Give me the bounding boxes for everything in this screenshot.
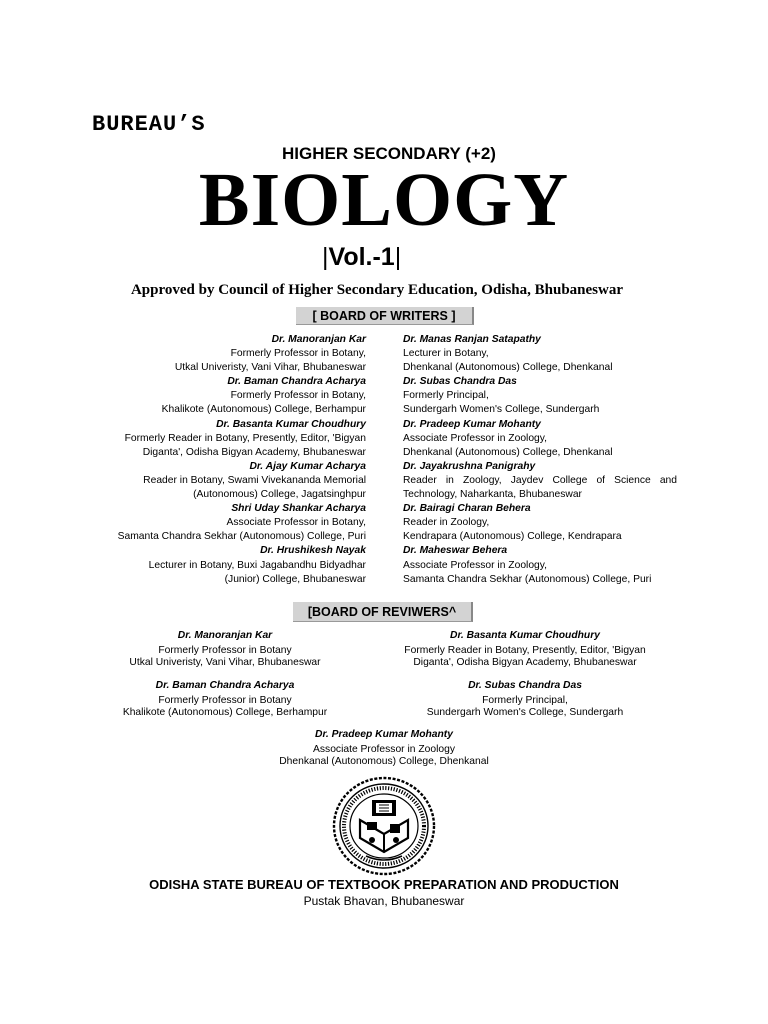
board-of-writers-heading: [ BOARD OF WRITERS ] <box>296 307 474 325</box>
reviewer-entry <box>100 680 350 720</box>
reviewer-detail: Sundergarh Women's College, Sundergarh <box>426 707 624 718</box>
writer-name: Dr. Bairagi Charan Behera <box>403 503 531 515</box>
writer-detail: Dhenkanal (Autonomous) College, Dhenkanal <box>403 362 613 374</box>
reviewer-name: Dr. Manoranjan Kar <box>177 630 273 641</box>
reviewer-detail: Formerly Professor in Botany <box>158 644 292 656</box>
subject-title: BIOLOGY <box>198 158 570 242</box>
writer-detail: Kendrapara (Autonomous) College, Kendrapara <box>403 531 622 543</box>
writer-name: Dr. Maheswar Behera <box>403 545 508 557</box>
writer-detail: Sundergarh Women's College, Sundergarh <box>403 404 600 416</box>
reviewer-entry <box>100 630 350 670</box>
writer-entry <box>86 375 366 417</box>
seal-emblem-icon <box>332 776 436 876</box>
writer-detail: Associate Professor in Botany, <box>226 517 366 529</box>
publisher-short-title: BUREAU’S <box>92 112 206 137</box>
reviewer-detail: Utkal Univeristy, Vani Vihar, Bhubaneswar <box>129 657 321 668</box>
writer-detail: Formerly Reader in Botany, Presently, Editor, 'Bigyan <box>124 432 366 444</box>
writer-detail: Reader in Botany, Swami Vivekananda Memorial <box>143 474 366 486</box>
writer-name: Dr. Pradeep Kumar Mohanty <box>403 418 541 430</box>
writer-detail: Reader in Zoology, <box>403 517 490 529</box>
reviewer-detail: Khalikote (Autonomous) College, Berhampur <box>122 707 328 718</box>
writer-entry <box>403 544 677 586</box>
writer-entry <box>403 375 677 417</box>
writer-entry <box>86 333 366 375</box>
reviewer-entry <box>234 729 534 769</box>
approval-line: Approved by Council of Higher Secondary Education, Odisha, Bhubaneswar <box>130 282 624 298</box>
writer-entry <box>86 544 366 586</box>
writer-detail: Technology, Naharkanta, Bhubaneswar <box>403 489 582 501</box>
writer-detail: Utkal Univeristy, Vani Vihar, Bhubaneswar <box>174 362 366 374</box>
course-title: HIGHER SECONDARY (+2) <box>282 144 496 163</box>
board-of-reviewers-heading: [BOARD OF REVIWERS^ <box>293 602 473 622</box>
writer-detail: Formerly Principal, <box>403 390 489 402</box>
reviewer-name: Dr. Baman Chandra Acharya <box>155 680 295 691</box>
writer-detail: Lecturer in Botany, Buxi Jagabandhu Bidyadhar <box>148 559 366 571</box>
reviewer-detail: Dhenkanal (Autonomous) College, Dhenkanal <box>279 756 489 767</box>
reviewer-entry <box>390 630 660 670</box>
volume-number: Vol.-1 <box>328 243 395 271</box>
writers-right-column <box>403 333 677 587</box>
publisher-address: Pustak Bhavan, Bhubaneswar <box>303 894 465 908</box>
publisher-name: ODISHA STATE BUREAU OF TEXTBOOK PREPARATION AND PRODUCTION <box>149 877 619 892</box>
writer-detail: Lecturer in Botany, <box>403 348 489 360</box>
reviewer-detail: Formerly Reader in Botany, Presently, Editor, 'Bigyan <box>404 644 646 656</box>
volume-bar-left: | <box>322 243 329 271</box>
writer-name: Dr. Jayakrushna Panigrahy <box>403 460 536 472</box>
writer-detail: (Junior) College, Bhubaneswar <box>224 573 366 585</box>
writer-detail: (Autonomous) College, Jagatsinghpur <box>193 489 366 501</box>
writer-name: Dr. Hrushikesh Nayak <box>260 545 366 557</box>
reviewer-detail: Diganta', Odisha Bigyan Academy, Bhubaneswar <box>413 657 637 668</box>
reviewer-detail: Associate Professor in Zoology <box>313 743 455 755</box>
volume-label <box>322 243 401 272</box>
reviewer-detail: Formerly Principal, <box>482 694 568 706</box>
writer-name: Dr. Subas Chandra Das <box>403 376 517 388</box>
writer-name: Dr. Manas Ranjan Satapathy <box>403 334 541 345</box>
writer-name: Dr. Baman Chandra Acharya <box>227 376 366 388</box>
writer-name: Shri Uday Shankar Acharya <box>231 503 366 515</box>
writer-name: Dr. Manoranjan Kar <box>271 334 366 345</box>
writer-entry <box>403 502 677 544</box>
writer-detail: Samanta Chandra Sekhar (Autonomous) College, Puri <box>117 531 366 543</box>
volume-bar-right: | <box>394 243 402 271</box>
writer-entry <box>86 460 366 502</box>
writer-detail: Formerly Professor in Botany, <box>230 390 366 402</box>
writer-detail: Formerly Professor in Botany, <box>230 348 366 360</box>
writer-name: Dr. Ajay Kumar Acharya <box>249 460 366 472</box>
reviewer-detail: Formerly Professor in Botany <box>158 694 292 706</box>
reviewer-name: Dr. Basanta Kumar Choudhury <box>450 630 600 641</box>
writer-entry <box>86 418 366 460</box>
writer-entry <box>403 333 677 375</box>
writer-detail: Samanta Chandra Sekhar (Autonomous) College, Puri <box>403 573 652 585</box>
writer-detail: Dhenkanal (Autonomous) College, Dhenkanal <box>403 446 613 458</box>
reviewer-name: Dr. Pradeep Kumar Mohanty <box>315 729 453 740</box>
reviewer-entry <box>390 680 660 720</box>
writer-entry <box>403 460 677 502</box>
reviewer-name: Dr. Subas Chandra Das <box>468 680 582 691</box>
writers-left-column <box>86 333 366 587</box>
writer-detail: Reader in Zoology, Jaydev College of Science and <box>403 474 677 486</box>
writer-entry <box>86 502 366 544</box>
writer-detail: Associate Professor in Zoology, <box>403 432 548 444</box>
writer-name: Dr. Basanta Kumar Choudhury <box>216 418 366 430</box>
writer-detail: Associate Professor in Zoology, <box>403 559 548 571</box>
writer-detail: Khalikote (Autonomous) College, Berhampur <box>161 404 366 416</box>
writer-entry <box>403 418 677 460</box>
writer-detail: Diganta', Odisha Bigyan Academy, Bhubaneswar <box>142 446 366 458</box>
